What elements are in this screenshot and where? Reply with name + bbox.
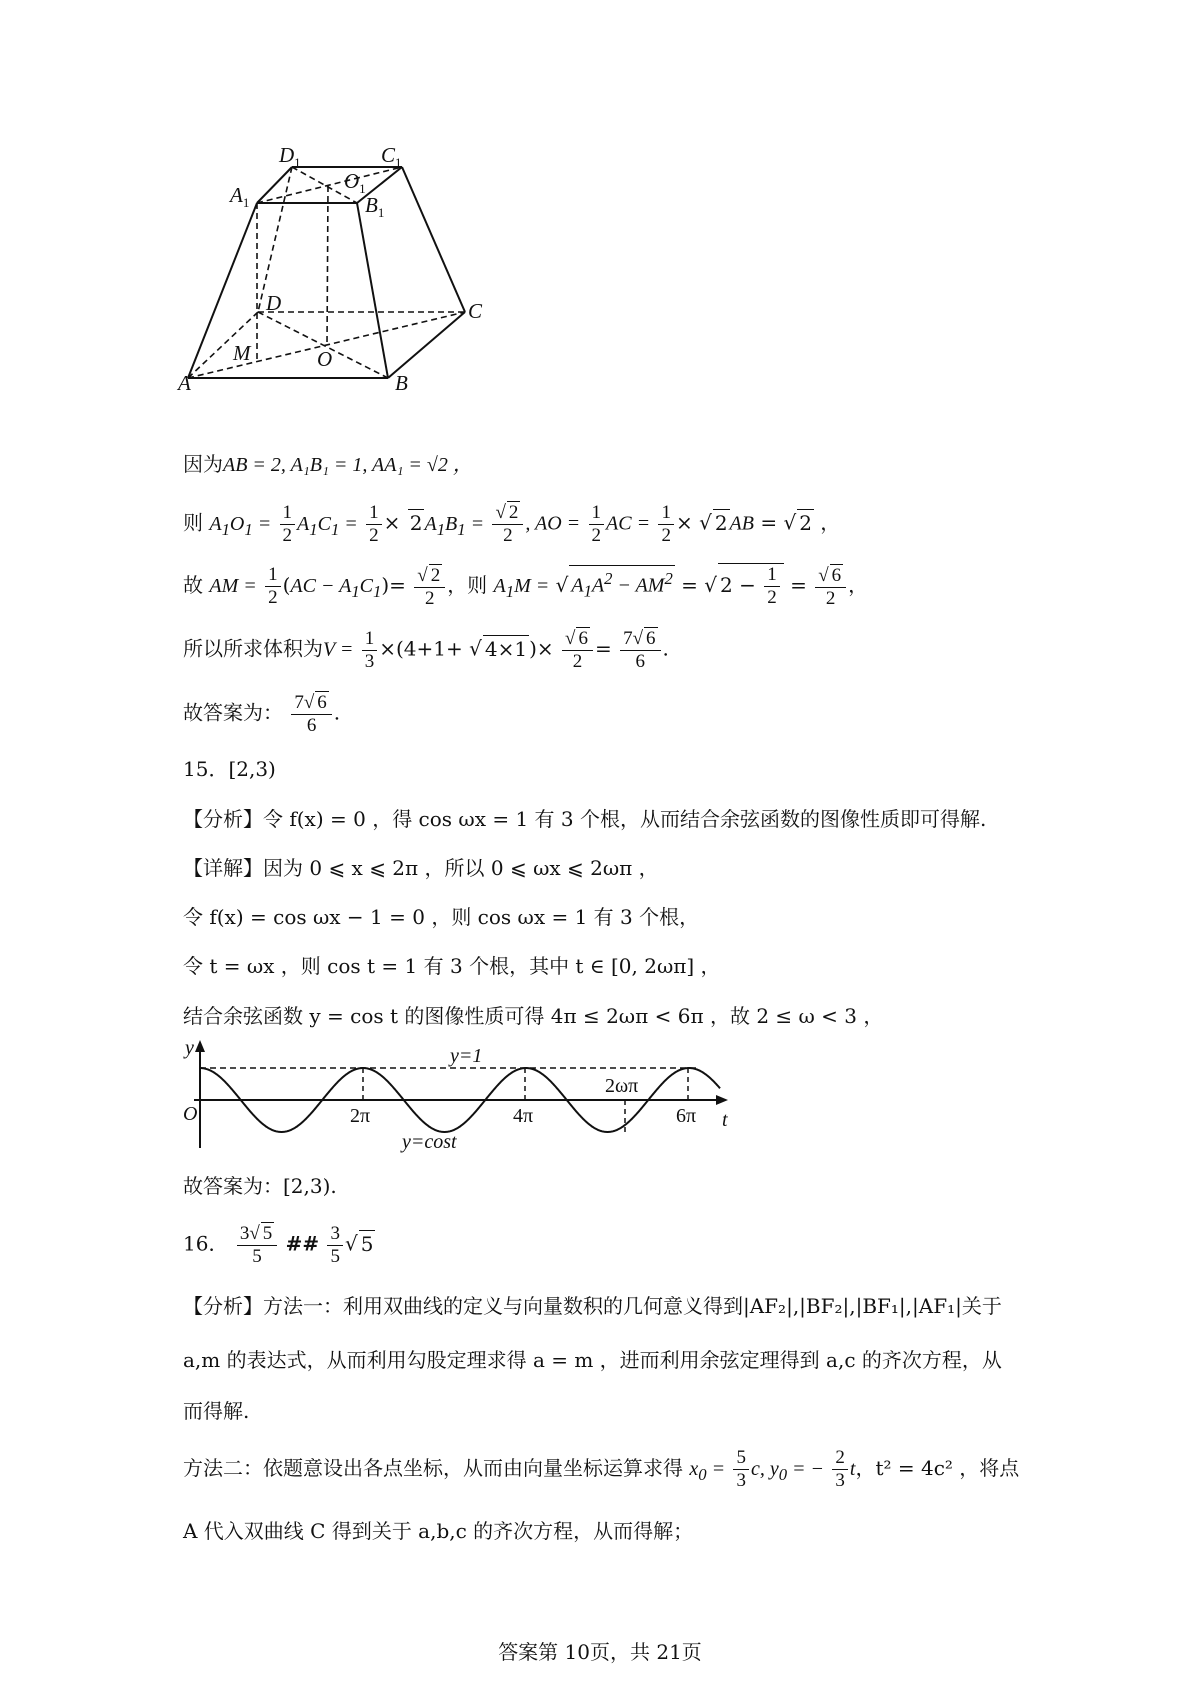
answer-14-line: 故答案为： $\frac{7√ 6}{6}$ . [183,692,341,736]
label-y1: y=1 [450,1045,483,1067]
q15-answer: 15．[2,3) [183,757,276,781]
t-axis-label: t [722,1109,728,1131]
volume-line: 所以所求体积为V = $\frac{1}{3}$ ×(4+1+ √ 4×1 )× $\frac{√ 6}{2}$ = $\frac{7√ 6}{6}$ . [183,627,669,672]
q15-detail-2: 令 f(x) = cos ωx − 1 = 0 ，则 cos ωx = 1 有 3 个根， [183,905,700,929]
q16-analysis-2: a,m 的表达式，从而利用勾股定理求得 a = m ，进而利用余弦定理得到 a,c 的齐次方程，从 [183,1348,1002,1372]
q16-analysis-3: 而得解. [183,1399,250,1423]
svg-text:C1: $C_1$ [381,143,402,170]
svg-text:D1: $D_1$ [279,143,301,170]
q15-final: 故答案为：[2,3). [183,1174,337,1198]
tick-2pi: 2π [350,1105,371,1127]
svg-text:M: M [233,341,251,365]
page-footer: 答案第 10页，共 21页 [498,1640,702,1664]
q15-analysis: 【分析】令 f(x) = 0 ，得 cos ωx = 1 有 3 个根，从而结合余弦函数的图像性质即可得解. [183,807,987,831]
q16-analysis-1: 【分析】方法一：利用双曲线的定义与向量数积的几何意义得到|AF₂|,|BF₂|,|BF₁|,|AF₁|关于 [183,1294,1002,1318]
svg-text:B: B [395,371,408,395]
svg-text:C: C [468,299,483,323]
q16-answer: 16． $\frac{3√ 5}{5}$ ## $\frac{3}{5}$ √ 5 [183,1222,374,1267]
tick-6pi: 6π [676,1105,697,1127]
q16-method2-2: A 代入双曲线 C 得到关于 a,b,c 的齐次方程，从而得解； [183,1519,694,1543]
svg-text:A1: $A_1$ [230,183,250,210]
tick-4pi: 4π [513,1105,534,1127]
q15-detail-1: 【详解】因为 0 ⩽ x ⩽ 2π ，所以 0 ⩽ ωx ⩽ 2ωπ ， [183,856,659,880]
q15-detail-3: 令 t = ωx ，则 cos t = 1 有 3 个根，其中 t ∈ [0, 2ωπ] ， [183,954,721,978]
svg-text:B1: $B_1$ [365,193,385,220]
svg-text:O: O [317,347,333,371]
frustum-figure [178,143,560,430]
svg-text:A: A [178,371,191,395]
given-line: 因为AB = 2, A₁B₁ = 1, AA₁ = √2 ， [183,452,473,476]
am-formula-line: 故 AM = $\frac{1}{2}$ $(AC - A_1C_1)=$ $\frac{√ 2}{2}$ ，则 $A_1M$ = √ $A_1A^2 - AM^2$ = √ 2 − $\frac{1}{2}$ = $\frac{√ 6}{2}$ ， [183,564,869,609]
q16-method2-1: 方法二：依题意设出各点坐标，从而由向量坐标运算求得 $x_0$ = $\frac{5}{3}$ c, $y_0$ = − $\frac{2}{3}$ t，t² = 4c² ，将点 [183,1447,1020,1491]
cosine-graph [180,1037,740,1153]
svg-text:D: D [266,291,282,315]
label-cos: y=cost [402,1131,457,1153]
y-axis-label: y [185,1037,194,1059]
svg-text:O1: $O_1$ [344,169,366,196]
origin-label: O [183,1103,198,1125]
q15-detail-4: 结合余弦函数 y = cos t 的图像性质可得 4π ≤ 2ωπ < 6π ，故 2 ≤ ω < 3 ， [183,1004,884,1028]
label-2wpi: 2ωπ [605,1075,639,1097]
a1o1-formula-line: 则 $A_1O_1$ = $\frac{1}{2}$ $A_1C_1$ = $\frac{1}{2}$ × 2 $A_1B_1$ = $\frac{√ 2}{2}$ , AO = $\frac{1}{2}$ AC = $\frac{1}{2}$ × √ 2 AB = √ 2 ， [183,501,841,546]
